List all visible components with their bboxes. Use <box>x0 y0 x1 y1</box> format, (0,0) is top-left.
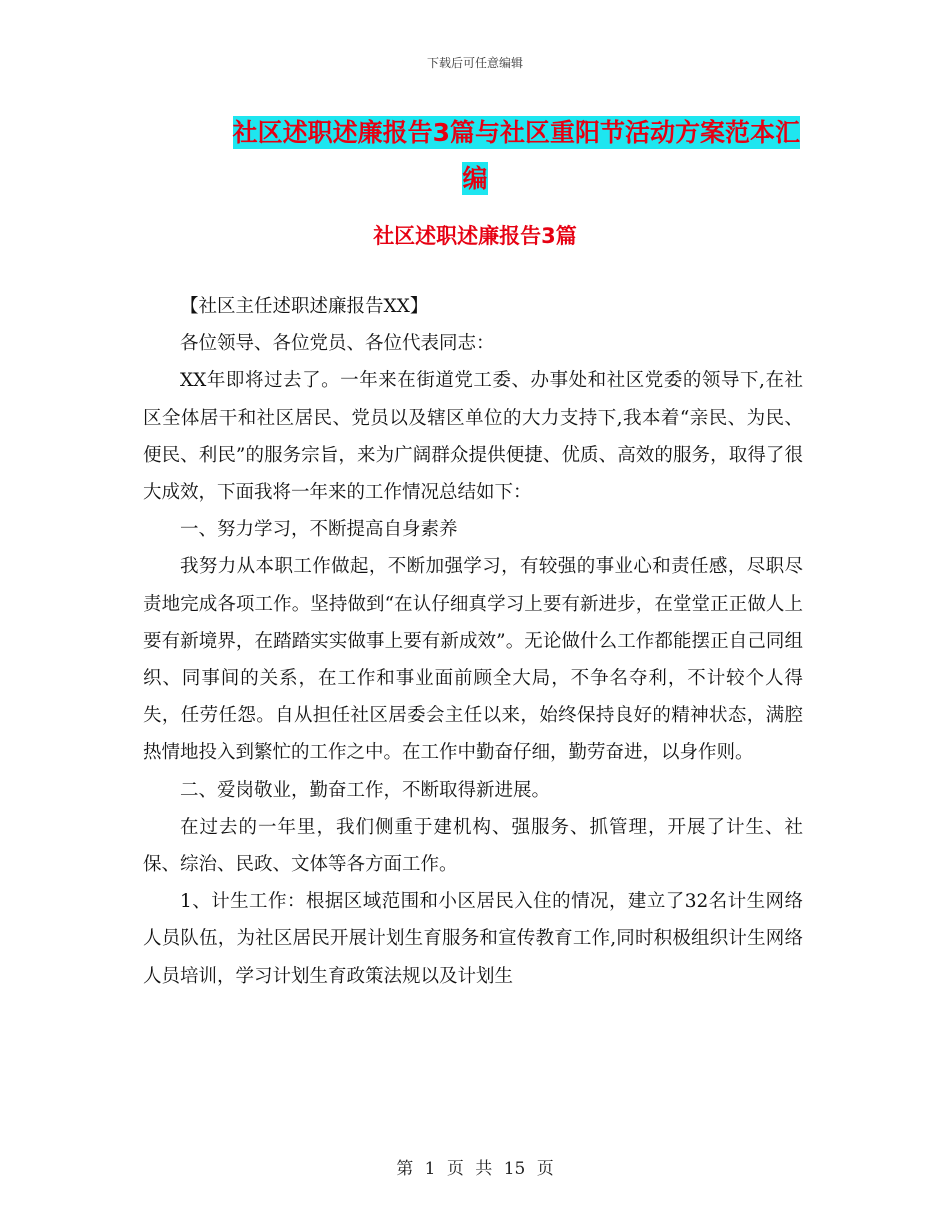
page-footer: 第 1 页 共 15 页 <box>396 1159 554 1179</box>
title-line-2: 编 <box>462 164 488 193</box>
header-note: 下载后可任意编辑 <box>426 56 523 70</box>
title-line-1: 社区述职述廉报告3篇与社区重阳节活动方案范本汇 <box>232 118 800 147</box>
section-title: 社区述职述廉报告3篇 <box>373 224 577 248</box>
paragraph: 一、努力学习，不断提高自身素养 <box>180 519 458 541</box>
document-title <box>150 110 800 202</box>
paragraph: 1、计生工作：根据区域范围和小区居民入住的情况，建立了32名计生网络人员队伍，为社区居民开展计划生育服务和宣传教育工作,同时积极组织计生网络人员培训，学习计划生育政策法规以及计划生 <box>143 891 803 987</box>
paragraph: 我努力从本职工作做起，不断加强学习，有较强的事业心和责任感，尽职尽责地完成各项工作。坚持做到“在认仔细真学习上要有新进步，在堂堂正正做人上要有新境界，在踏踏实实做事上要有新成效”。无论做什么工作都能摆正自己同组织、同事间的关系，在工作和事业面前顾全大局，不争名夺利，不计较个人得失，任劳任怨。自从担任社区居委会主任以来，始终保持良好的精神状态，满腔热情地投入到繁忙的工作之中。在工作中勤奋仔细，勤劳奋进，以身作则。 <box>143 556 803 764</box>
paragraph: 各位领导、各位党员、各位代表同志： <box>180 333 495 355</box>
paragraph: 二、爱岗敬业，勤奋工作，不断取得新进展。 <box>180 779 551 801</box>
paragraph: 【社区主任述职述廉报告XX】 <box>180 296 429 317</box>
paragraph: 在过去的一年里，我们侧重于建机构、强服务、抓管理，开展了计生、社保、综治、民政、文体等各方面工作。 <box>143 816 803 876</box>
document-body <box>143 288 803 995</box>
paragraph: XX年即将过去了。一年来在街道党工委、办事处和社区党委的领导下,在社区全体居干和社区居民、党员以及辖区单位的大力支持下,我本着“亲民、为民、便民、利民”的服务宗旨，来为广阔群众提供便捷、优质、高效的服务，取得了很大成效，下面我将一年来的工作情况总结如下： <box>143 370 803 504</box>
